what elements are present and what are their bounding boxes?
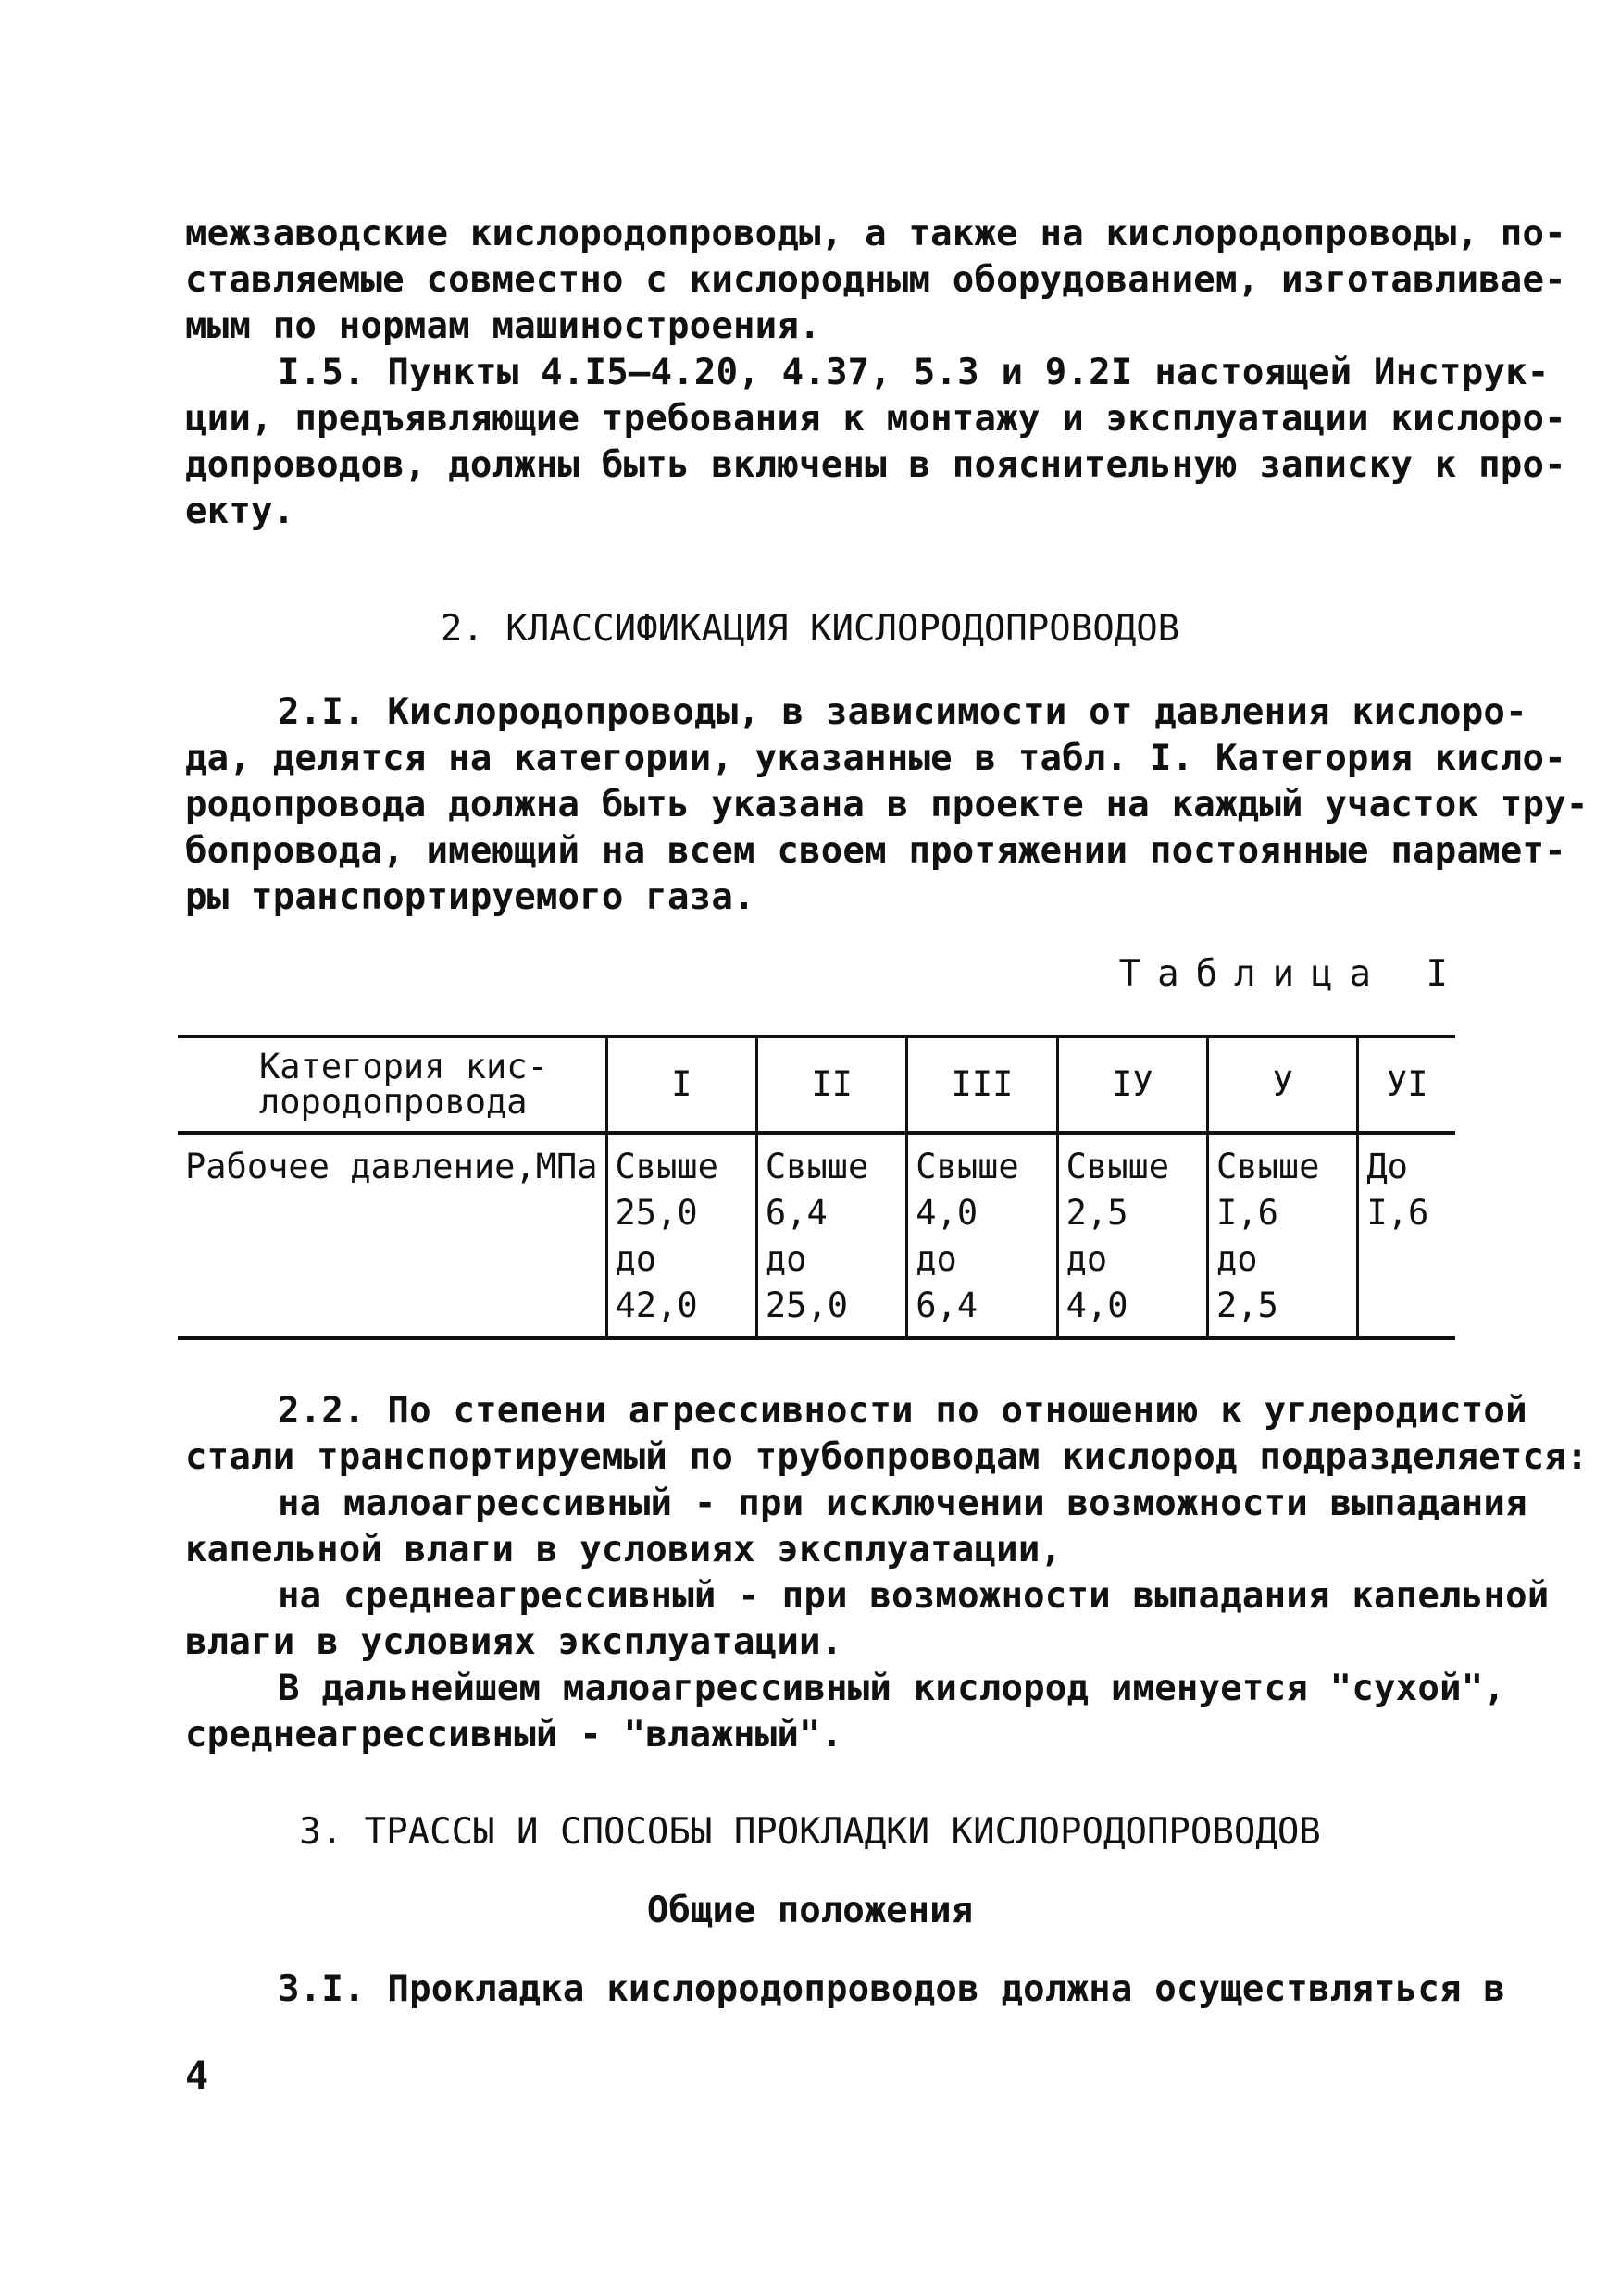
pressure-cell [1358,1133,1455,1338]
paragraph-3-1 [185,1967,1506,2013]
text-line: среднеагрессивный - "влажный". [185,1714,843,1756]
cell-line: до [1065,1239,1108,1279]
pressure-cell [606,1133,756,1338]
cell-line: 25,0 [615,1193,698,1233]
text-line: 2.I. Кислородопроводы, в зависимости от давления кислоро- [278,691,1527,733]
cell-line: 42,0 [615,1285,698,1325]
cell-line: I,6 [1216,1193,1278,1233]
category-header: IУ [1057,1036,1207,1133]
category-header: II [756,1036,906,1133]
cell-line: 6,4 [916,1285,978,1325]
table-row [178,1133,1455,1338]
cell-line: до [916,1239,957,1279]
text-line: мым по нормам машиностроения. [185,305,821,347]
cell-line: Свыше [1216,1147,1320,1186]
cell-line: до [615,1239,657,1279]
text-line: да, делятся на категории, указанные в табл. I. Категория кисло- [185,738,1566,779]
cell-line: 4,0 [916,1193,978,1233]
text-line: допроводов, должны быть включены в пояснительную записку к про- [185,444,1566,486]
pressure-cell [907,1133,1057,1338]
table-header-row [178,1036,1455,1133]
text-line: екту. [185,490,295,532]
cell-line: Свыше [1065,1147,1170,1186]
text-line: 2.2. По степени агрессивности по отношению к углеродистой [278,1390,1527,1432]
text-line: на малоагрессивный - при исключении возможности выпадания [278,1483,1527,1524]
paragraph-2-2 [185,1388,1589,1481]
section-heading-2: 2. КЛАССИФИКАЦИЯ КИСЛОРОДОПРОВОДОВ [440,608,1180,650]
text-line: на среднеагрессивный - при возможности выпадания капельной [278,1575,1550,1617]
category-header: УI [1358,1036,1455,1133]
subsection-heading: Общие положения [646,1890,974,1931]
cell-line: До [1366,1147,1408,1186]
cell-line: 2,5 [1216,1285,1278,1325]
text-line: бопровода, имеющий на всем своем протяжении постоянные парамет- [185,830,1566,872]
paragraph-naming [185,1666,1506,1758]
page-number: 4 [185,2053,209,2098]
cell-line: Свыше [916,1147,1019,1186]
cell-line: Свыше [615,1147,718,1186]
paragraph-1-5 [185,350,1566,535]
text-line: родопровода должна быть указана в проекте на каждый участок тру- [185,784,1589,825]
text-line: межзаводские кислородопроводы, а также на кислородопроводы, по- [185,213,1566,254]
text-line: ры транспортируемого газа. [185,876,755,918]
header-label-line: лородопровода [259,1082,528,1122]
row-label-cell: Рабочее давление,МПа [185,1147,598,1186]
category-header: III [907,1036,1057,1133]
category-header: У [1208,1036,1358,1133]
category-table [178,1035,1455,1340]
pressure-cell [1057,1133,1207,1338]
cell-line: 25,0 [765,1285,849,1325]
text-line: I.5. Пункты 4.I5–4.20, 4.37, 5.3 и 9.2I настоящей Инструк- [278,352,1550,393]
text-line: влаги в условиях эксплуатации. [185,1621,843,1663]
cell-line: до [1216,1239,1258,1279]
text-line: стали транспортируемый по трубопроводам кислород подразделяется: [185,1436,1589,1478]
text-line: капельной влаги в условиях эксплуатации, [185,1529,1063,1570]
header-label-cell [178,1036,606,1133]
cell-line: 2,5 [1065,1193,1128,1233]
header-label-line: Категория кис- [259,1047,548,1086]
cell-line: 6,4 [765,1193,828,1233]
paragraph-intro [185,211,1566,350]
paragraph-low-aggressive [185,1481,1527,1573]
cell-line: Свыше [765,1147,869,1186]
cell-line: до [765,1239,807,1279]
text-line: ции, предъявляющие требования к монтажу и эксплуатации кислоро- [185,398,1566,440]
text-line: В дальнейшем малоагрессивный кислород именуется "сухой", [278,1668,1506,1709]
table-caption: Таблица I [1118,953,1464,995]
pressure-cell [1208,1133,1358,1338]
category-header: I [606,1036,756,1133]
cell-line: I,6 [1366,1193,1429,1233]
text-line: ставляемые совместно с кислородным оборудованием, изготавливае- [185,259,1566,301]
cell-line: 4,0 [1065,1285,1128,1325]
paragraph-mid-aggressive [185,1573,1550,1666]
text-line: 3.I. Прокладка кислородопроводов должна осуществляться в [278,1968,1506,2010]
pressure-cell [756,1133,906,1338]
paragraph-2-1 [185,689,1589,921]
section-heading-3: 3. ТРАССЫ И СПОСОБЫ ПРОКЛАДКИ КИСЛОРОДОПРОВОДОВ [299,1811,1321,1853]
